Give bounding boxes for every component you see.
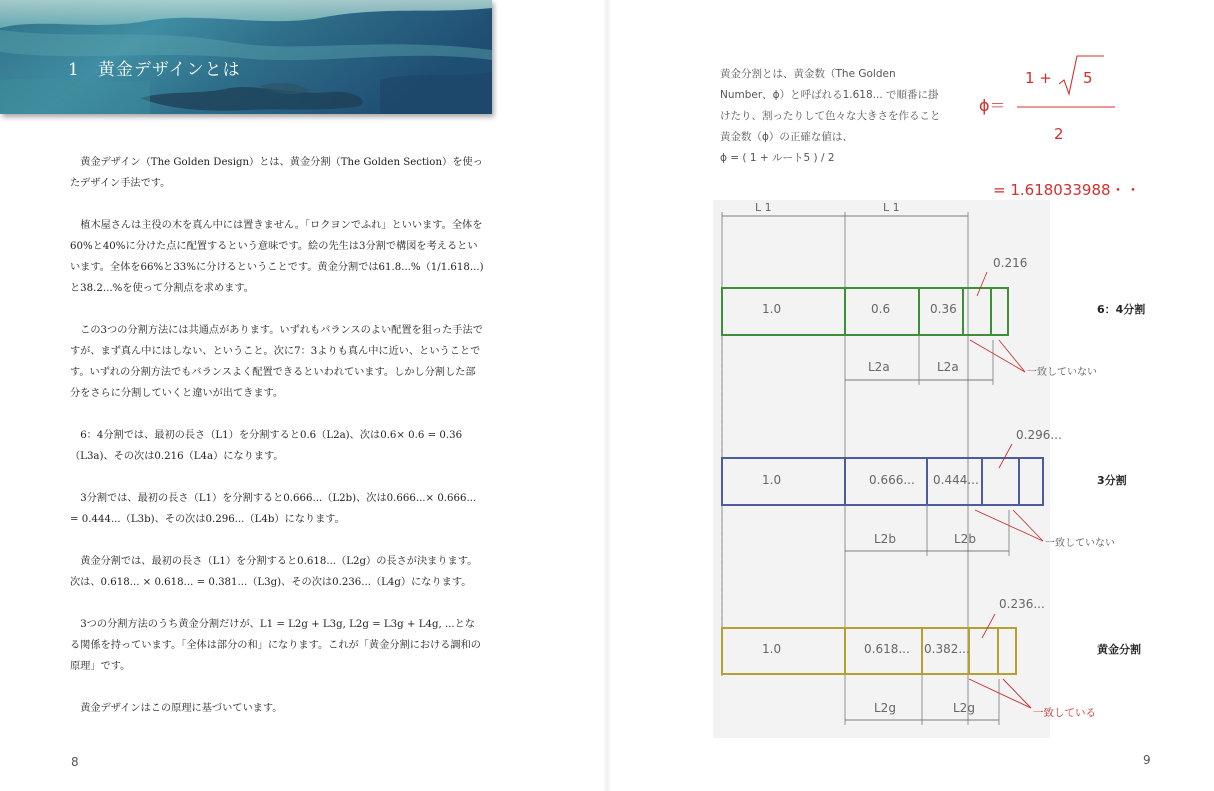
page-number-right: 9 [1143,753,1151,767]
paragraph: 3つの分割方法のうち黄金分割だけが、L1 = L2g + L3g, L2g = L3g + L4g, ...となる関係を持っています。「全体は部分の和」になります。これが「黄金分割における調和の原理」です。 [70,619,481,672]
intro-line: けたり、割ったりして色々な大きさを作ること [720,110,941,122]
sub-label: L2a [937,360,959,374]
small-value: 0.236... [999,597,1045,611]
paragraph: 黄金デザインはこの原理に基づいています。 [80,703,283,714]
formula-numerator: 1 + [1025,69,1052,87]
match-note: 一致している [1033,707,1096,719]
segment-value: 0.36 [930,302,957,316]
diagram-svg [607,0,1214,791]
segment-value: 0.6 [871,302,891,316]
segment-value: 0.444... [933,473,979,487]
formula-value: = 1.618033988・・ [993,181,1141,199]
paragraph: この3つの分割方法には共通点があります。いずれもバランスのよい配置を狙った手法ですが、まず真ん中にはしない、ということ。次に7：3よりも真ん中に近い、ということです。いずれの分割方法でもバランスよく配置できるといわれています。しかし分割した部分をさらに分割していくと違いが出てきます。 [70,325,483,399]
intro-line: ϕ = ( 1 + ルート5 ) / 2 [720,152,835,164]
match-note: 一致していない [1027,367,1097,378]
segment-value: 0.618... [864,642,910,656]
row-name: 3分割 [1097,474,1127,487]
sub-label: L2b [874,532,896,546]
row-golden [722,597,1141,725]
top-label-l1: L 1 [883,201,900,214]
paragraph: 植木屋さんは主役の木を真ん中には置きません。「ロクヨンでふれ」といいます。全体を60%と40%に分けた点に配置するという意味です。絵の先生は3分割で構図を考えるといいます。全体を66%と33%に分けるということです。黄金分割では61.8...%（1/1.618...)と38.2...%を使って分割点を求めます。 [70,220,484,294]
match-note: 一致していない [1045,538,1115,549]
body-text [70,152,485,740]
chapter-banner [0,0,492,114]
right-page [607,0,1214,791]
intro-line: 黄金数（ϕ）の正確な値は、 [720,131,853,143]
paragraph: 3分割では、最初の長さ（L1）を分割すると0.666...（L2b)、次は0.666...× 0.666... = 0.444...（L3b)、その次は0.296...（L4b）になります。 [70,493,477,525]
row-name: 6：4分割 [1097,303,1146,316]
chapter-title [68,55,241,80]
formula-phi: ϕ＝ [979,96,1006,115]
segment-value: 1.0 [762,642,782,656]
formula-denominator: 2 [1054,125,1064,143]
formula-radicand: 5 [1083,69,1093,87]
segment-value: 1.0 [762,302,782,316]
small-value: 0.296... [1016,428,1062,442]
paragraph: 6：4分割では、最初の長さ（L1）を分割すると0.6（L2a)、次は0.6× 0.6 = 0.36（L3a)、その次は0.216（L4a）になります。 [70,430,463,462]
paragraph: 黄金デザイン（The Golden Design）とは、黄金分割（The Golden Section）を使ったデザイン手法です。 [70,157,483,189]
top-label-l1: L 1 [755,201,772,214]
sub-label: L2b [954,532,976,546]
sub-label: L2g [953,701,975,715]
segment-value: 0.382... [924,642,970,656]
segment-value: 1.0 [762,473,782,487]
chapter-title-text: 黄金デザインとは [97,60,241,80]
intro-line: Number、ϕ）と呼ばれる1.618... で順番に掛 [720,89,939,101]
paragraph: 黄金分割では、最初の長さ（L1）を分割すると0.618...（L2g）の長さが決まります。次は、0.618... × 0.618... = 0.381...（L3g)、その次は0.236...（L4g）になります。 [70,556,478,588]
sub-label: L2a [868,360,890,374]
row-name: 黄金分割 [1097,643,1141,656]
row-3-split [722,428,1127,556]
chapter-number: 1 [68,60,80,80]
row-6-4 [722,256,1145,385]
page-number-left: 8 [71,755,79,769]
intro-line: 黄金分割とは、黄金数（The Golden [720,68,896,80]
small-value: 0.216 [993,256,1028,270]
segment-value: 0.666... [869,473,915,487]
sub-label: L2g [874,701,896,715]
